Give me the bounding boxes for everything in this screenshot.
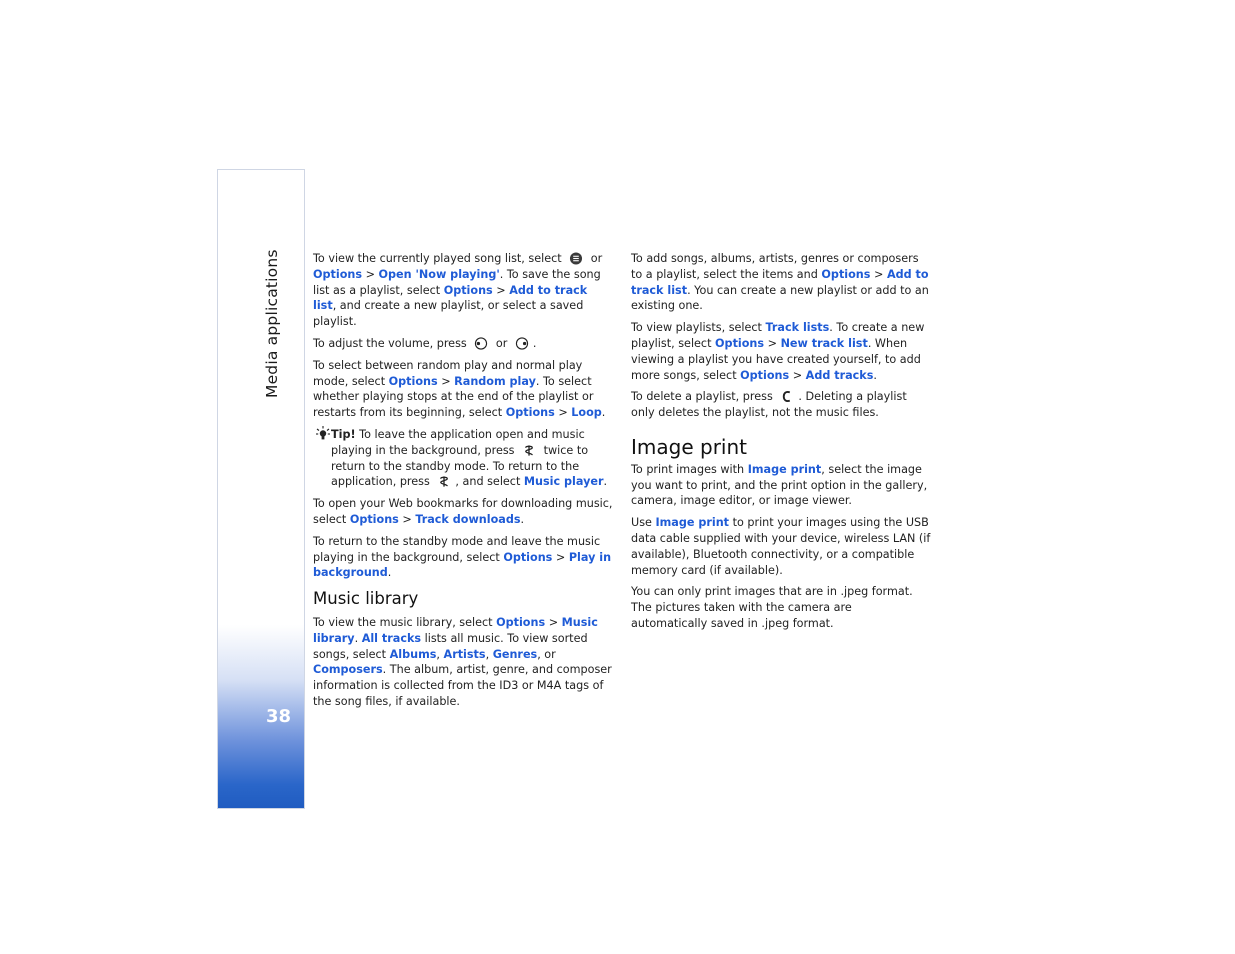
paragraph-volume (313, 336, 613, 352)
text: . (532, 336, 537, 350)
separator: > (558, 406, 568, 420)
options-link[interactable]: Options (349, 512, 399, 526)
add-to-track-list-link[interactable]: Add to track list (313, 283, 588, 313)
paragraph-view-playlists (631, 320, 931, 383)
text: To return to the standby mode and leave the music playing in the background, select (313, 534, 601, 564)
paragraph-delete-playlist (631, 389, 931, 421)
text: , and select (455, 475, 521, 489)
separator: > (496, 283, 506, 297)
paragraph-music-library (313, 615, 613, 710)
separator: > (792, 368, 803, 382)
image-print-heading: Image print (631, 434, 747, 459)
paragraph-random-play (313, 358, 613, 421)
paragraph-web-bookmarks (313, 496, 613, 528)
text: , select the image you want to print, and the print option in the gallery, camera, image editor, or image viewer. (631, 462, 928, 508)
play-in-background-link[interactable]: Play in background (313, 550, 612, 580)
section-title: Media applications (263, 249, 281, 398)
tip-box (313, 427, 613, 490)
text: To open your Web bookmarks for downloading music, select (313, 497, 613, 526)
separator: > (548, 615, 559, 629)
image-print-link[interactable]: Image print (655, 516, 730, 530)
text: . You can create a new playlist or add to an existing one. (631, 283, 929, 313)
random-play-link[interactable]: Random play (454, 374, 536, 388)
paragraph-add-songs (631, 251, 931, 314)
track-lists-link[interactable]: Track lists (765, 321, 830, 335)
text: . To save the song list as a playlist, select (313, 267, 601, 297)
separator: > (555, 550, 566, 564)
text: . (601, 406, 606, 420)
separator: > (441, 374, 451, 388)
tip-label: Tip! (331, 427, 356, 441)
paragraph-now-playing (313, 251, 613, 330)
text: . (387, 566, 392, 580)
tip-lightbulb-icon (315, 425, 331, 441)
text: . To select whether playing stops at the end of the playlist or restarts from its beginning, select (313, 374, 594, 420)
song-list-icon (569, 252, 583, 265)
new-track-list-link[interactable]: New track list (780, 336, 868, 350)
loop-link[interactable]: Loop (571, 406, 602, 420)
sidebar-tab (217, 169, 305, 809)
options-link[interactable]: Options (821, 267, 871, 281)
track-downloads-link[interactable]: Track downloads (415, 512, 521, 526)
image-print-link[interactable]: Image print (747, 462, 822, 476)
text: . (603, 475, 608, 489)
artists-link[interactable]: Artists (443, 647, 486, 661)
options-link[interactable]: Options (443, 283, 493, 297)
composers-link[interactable]: Composers (313, 663, 383, 677)
text: To select between random play and normal play mode, select (313, 358, 583, 388)
clear-key-icon (780, 390, 794, 403)
music-player-link[interactable]: Music player (523, 475, 604, 489)
text: To add songs, albums, artists, genres or composers to a playlist, select the items and (631, 252, 919, 281)
right-column (631, 251, 931, 638)
menu-key-icon (522, 444, 536, 457)
text: You can only print images that are in .jpeg format. The pictures taken with the camera are automatically saved in .jpeg format. (631, 585, 913, 630)
text: To view playlists, select (631, 321, 762, 335)
text: or (495, 336, 508, 350)
text: To leave the application open and music playing in the background, press (331, 427, 585, 457)
text: to print your images using the USB data cable supplied with your device, wireless LAN (if available), Bluetooth connectivity, or a compatible memory card (if available). (631, 516, 931, 577)
genres-link[interactable]: Genres (492, 647, 538, 661)
all-tracks-link[interactable]: All tracks (361, 631, 422, 645)
text: , or (537, 647, 556, 661)
text: To adjust the volume, press (313, 336, 467, 350)
paragraph-jpeg-format (631, 584, 931, 631)
options-link[interactable]: Options (505, 406, 555, 420)
add-to-track-list-link[interactable]: Add to track list (631, 267, 929, 297)
separator: > (874, 267, 884, 281)
page-number: 38 (266, 706, 292, 727)
left-column (313, 251, 613, 716)
text: . (873, 368, 877, 382)
text: , and create a new playlist, or select a saved playlist. (313, 299, 584, 329)
albums-link[interactable]: Albums (389, 647, 437, 661)
music-library-heading: Music library (313, 589, 419, 609)
text: To view the music library, select (313, 615, 493, 629)
text: . When viewing a playlist you have created yourself, to add more songs, select (631, 336, 921, 382)
options-link[interactable]: Options (313, 267, 363, 281)
text: Use (631, 516, 652, 530)
music-library-link[interactable]: Music library (313, 615, 598, 645)
text: To view the currently played song list, select (313, 252, 562, 265)
text: . Deleting a playlist only deletes the playlist, not the music files. (631, 390, 907, 420)
menu-key-icon (437, 475, 451, 488)
separator: > (365, 267, 375, 281)
options-link[interactable]: Options (496, 615, 546, 629)
text: . (520, 512, 525, 526)
options-link[interactable]: Options (388, 374, 438, 388)
text: To delete a playlist, press (631, 390, 773, 404)
options-link[interactable]: Options (740, 368, 790, 382)
text: , (436, 647, 440, 661)
open-now-playing-link[interactable]: Open 'Now playing' (378, 267, 500, 281)
text: . (354, 631, 359, 645)
separator: > (767, 336, 777, 350)
options-link[interactable]: Options (715, 336, 765, 350)
text: , (485, 647, 490, 661)
paragraph-play-in-background (313, 534, 613, 581)
text: lists all music. To view sorted songs, select (313, 631, 588, 661)
separator: > (402, 512, 412, 526)
options-link[interactable]: Options (503, 550, 553, 564)
text: . To create a new playlist, select (631, 321, 925, 350)
volume-right-key-icon (515, 337, 529, 350)
paragraph-image-print-intro (631, 462, 931, 509)
volume-left-key-icon (474, 337, 488, 350)
add-tracks-link[interactable]: Add tracks (805, 368, 874, 382)
paragraph-image-print-usage (631, 515, 931, 578)
text: . The album, artist, genre, and composer information is collected from the ID3 or M4A tags of the song files, if available. (313, 663, 612, 708)
text: To print images with (631, 462, 745, 476)
text: twice to return to the standby mode. To return to the application, press (331, 443, 589, 489)
text: or (590, 252, 603, 265)
